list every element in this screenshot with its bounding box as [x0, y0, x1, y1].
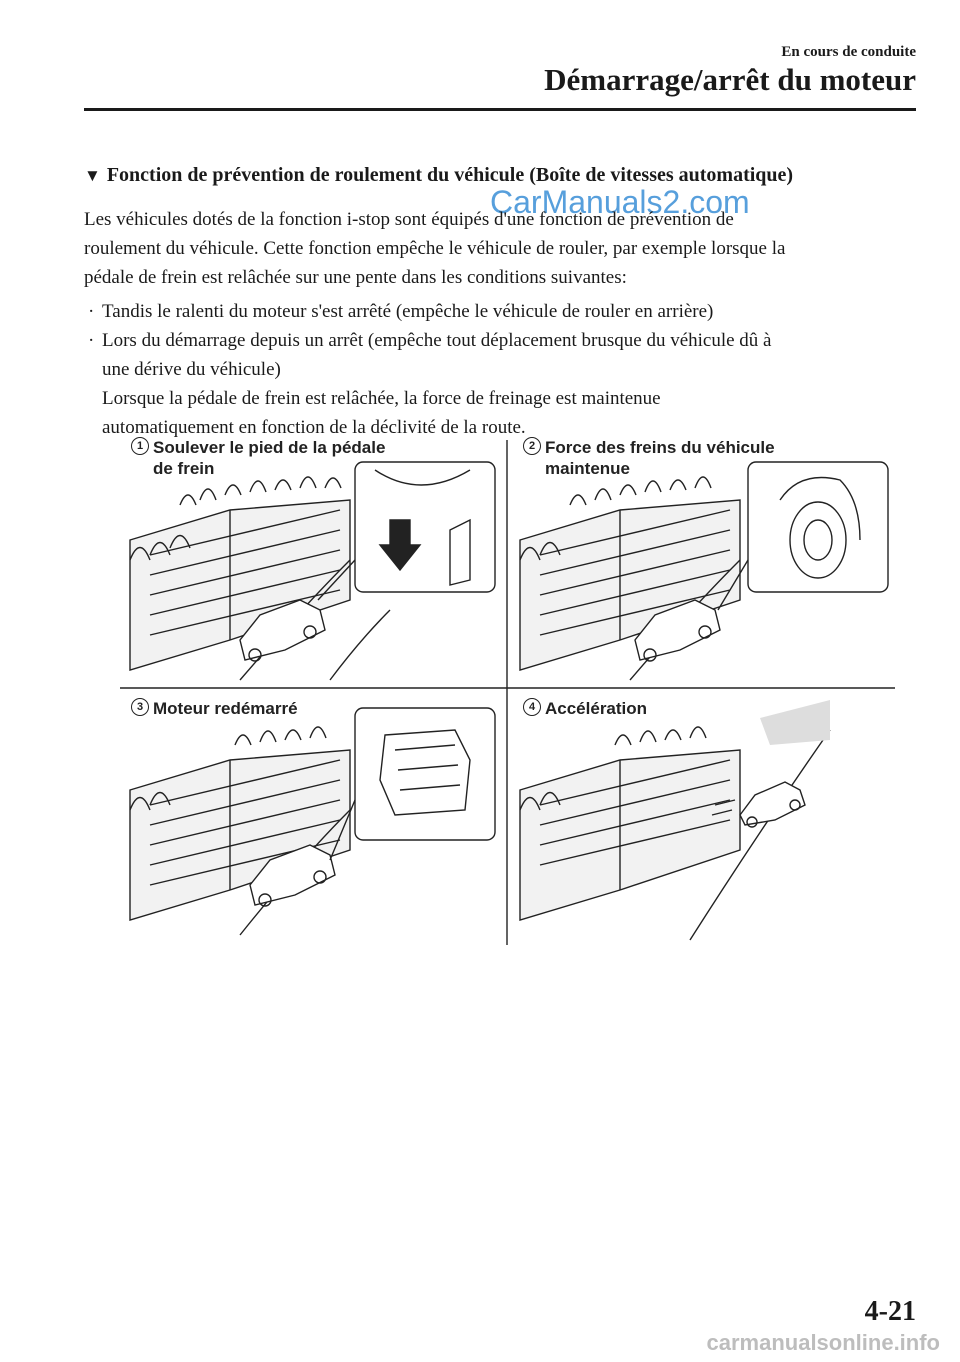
- number-badge: 2: [523, 437, 541, 455]
- page-number: 4-21: [864, 1296, 916, 1327]
- paragraph-line: pédale de frein est relâchée sur une pente dans les conditions suivantes:: [84, 267, 627, 288]
- caption-line: de frein: [153, 459, 215, 478]
- list-item-text: une dérive du véhicule): [102, 359, 281, 380]
- scene-panel-4: [520, 700, 830, 940]
- bullet-dot-icon: ·: [88, 330, 95, 351]
- caption-line: Soulever le pied de la pédale: [153, 438, 386, 457]
- bullet-dot-icon: ·: [88, 301, 95, 322]
- page-title: Démarrage/arrêt du moteur: [544, 62, 916, 97]
- list-item-text: Lors du démarrage depuis un arrêt (empêche tout déplacement brusque du véhicule dû à: [102, 330, 772, 351]
- triangle-down-icon: ▼: [84, 166, 101, 185]
- caption-line: Force des freins du véhicule: [545, 438, 775, 457]
- caption-line: maintenue: [545, 459, 631, 478]
- caption-line: Moteur redémarré: [153, 699, 298, 718]
- list-item-text: Tandis le ralenti du moteur s'est arrêté (empêche le véhicule de rouler en arrière): [102, 301, 714, 322]
- scene-panel-2: [520, 462, 888, 680]
- caption-line: Accélération: [545, 699, 648, 718]
- header-section: En cours de conduite: [781, 44, 916, 60]
- paragraph-line: Les véhicules dotés de la fonction i-stop sont équipés d'une fonction de prévention de: [84, 209, 734, 230]
- continuation-line: automatiquement en fonction de la déclivité de la route.: [102, 417, 526, 438]
- number-badge: 1: [131, 437, 149, 455]
- number-badge: 4: [523, 698, 541, 716]
- number-badge: 3: [131, 698, 149, 716]
- section-heading-text: Fonction de prévention de roulement du véhicule (Boîte de vitesses automatique): [106, 164, 794, 186]
- scene-panel-1: [130, 462, 495, 680]
- continuation-line: Lorsque la pédale de frein est relâchée, la force de freinage est maintenue: [102, 388, 661, 409]
- watermark: CarManuals2.com: [490, 184, 750, 220]
- footer-watermark: carmanualsonline.info: [706, 1330, 940, 1355]
- paragraph-line: roulement du véhicule. Cette fonction empêche le véhicule de rouler, par exemple lorsque la: [84, 238, 786, 259]
- scene-panel-3: [130, 708, 495, 935]
